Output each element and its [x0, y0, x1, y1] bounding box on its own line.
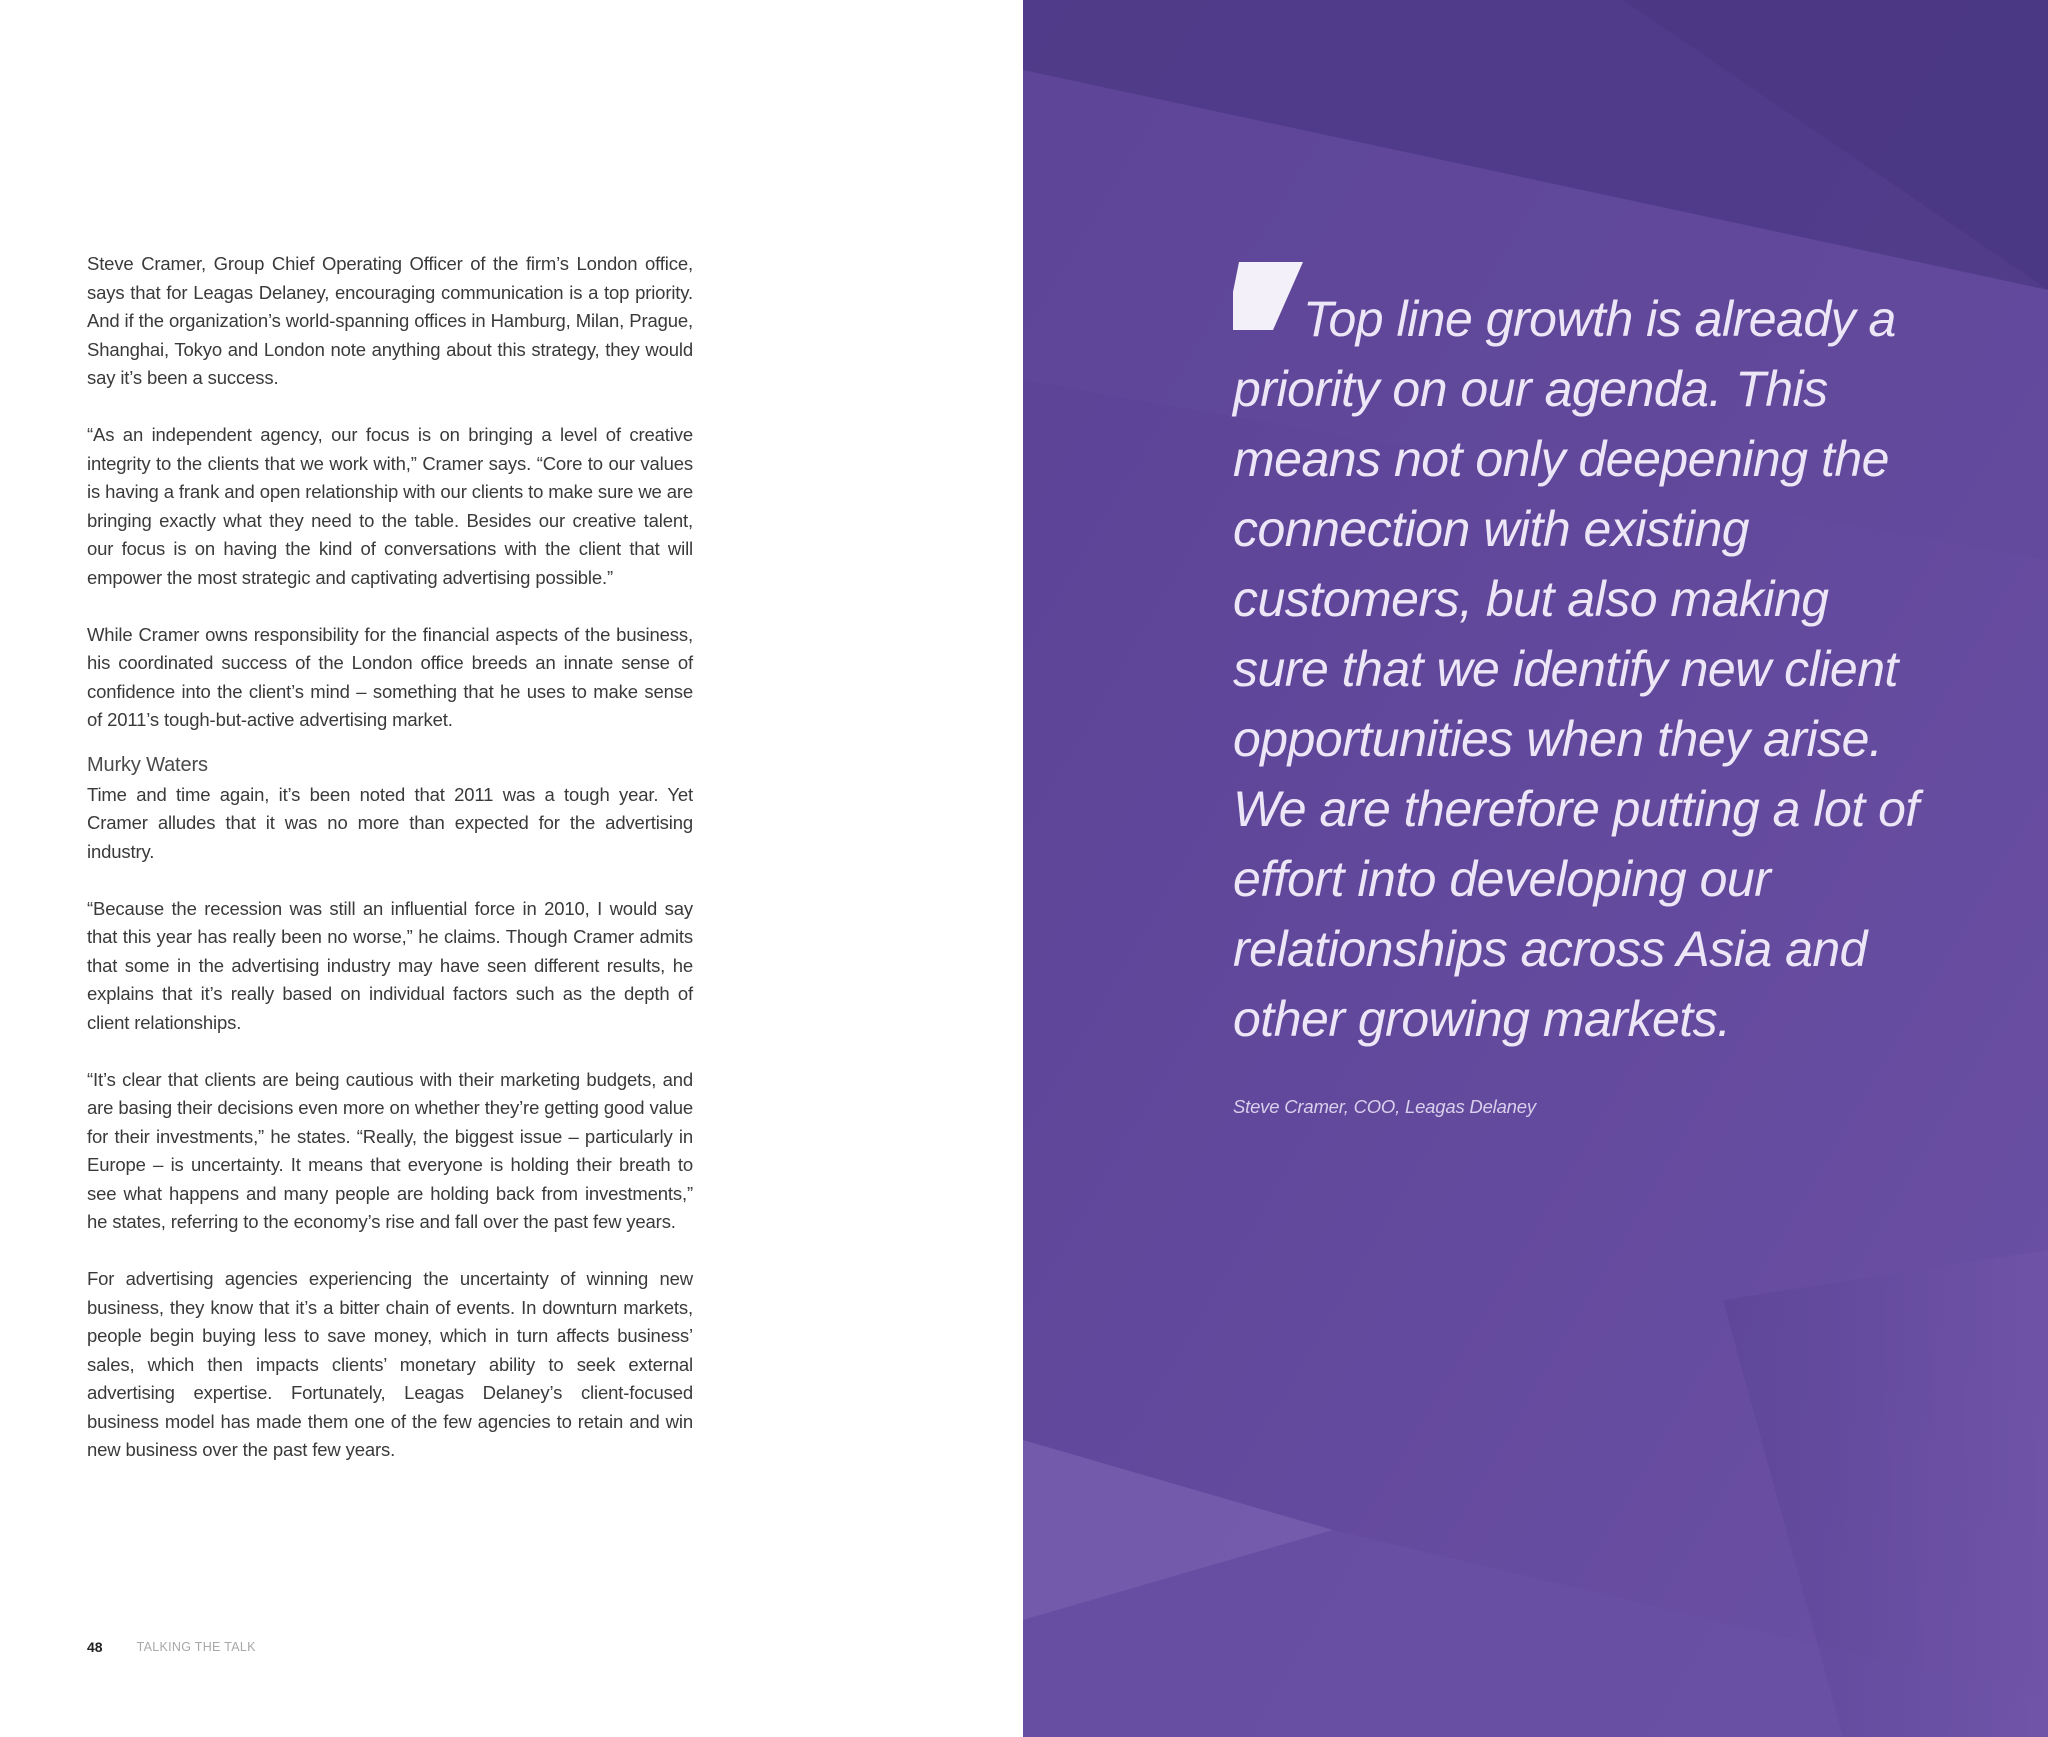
page-number: 48 — [87, 1639, 103, 1655]
article-subheading: Murky Waters — [87, 753, 208, 776]
article-paragraph: “As an independent agency, our focus is on bringing a level of creative integrity to the clients that we work with,” Cramer says. “Core to our values is having a frank and open relationship with our clients to make sure we are bringing exactly what they need to the table. Besides our creative talent, our focus is on having the kind of conversations with the client that will empower the most strategic and captivating advertising possible.” — [87, 424, 693, 588]
quote-panel — [1023, 0, 2048, 1737]
pull-quote-text: Top line growth is already a priority on our agenda. This means not only deepening the connection with existing customers, but also making sure that we identify new client opportunities when they arise. We are therefore putting a lot of effort into developing our relationships across Asia and other growing markets. — [1233, 291, 1919, 1047]
page-footer — [87, 1637, 256, 1657]
quote-mark-icon — [1233, 262, 1303, 330]
article-paragraph: Time and time again, it’s been noted that 2011 was a tough year. Yet Cramer alludes that it was no more than expected for the advertising industry. — [87, 783, 693, 862]
article-paragraph: Steve Cramer, Group Chief Operating Officer of the firm’s London office, says that for Leagas Delaney, encouraging communication is a top priority. And if the organization’s world-spanning offices in Hamburg, Milan, Prague, Shanghai, Tokyo and London note anything about this strategy, they would say it’s been a success. — [87, 253, 693, 388]
article-paragraph: While Cramer owns responsibility for the financial aspects of the business, his coordinated success of the London office breeds an innate sense of confidence into the client’s mind – something that he uses to make sense of 2011’s tough-but-active advertising market. — [87, 623, 693, 730]
article-paragraph: “Because the recession was still an influential force in 2010, I would say that this year has really been no worse,” he claims. Though Cramer admits that some in the advertising industry may have seen different results, he explains that it’s really based on individual factors such as the depth of client relationships. — [87, 897, 693, 1033]
pull-quote-attribution: Steve Cramer, COO, Leagas Delaney — [1233, 1096, 1536, 1117]
article-paragraph: “It’s clear that clients are being cautious with their marketing budgets, and are basing their decisions even more on whether they’re getting good value for their investments,” he states. “Really, the biggest issue – particularly in Europe – is uncertainty. It means that everyone is holding their breath to see what happens and many people are holding back from investments,” he states, referring to the economy’s rise and fall over the past few years. — [87, 1068, 693, 1232]
article-body — [87, 250, 693, 1493]
pull-quote — [1233, 262, 1953, 1118]
running-section-title: TALKING THE TALK — [136, 1640, 256, 1654]
left-page — [0, 0, 1023, 1737]
article-paragraph: For advertising agencies experiencing the uncertainty of winning new business, they know that it’s a bitter chain of events. In downturn markets, people begin buying less to save money, which in turn affects business’ sales, which then impacts clients’ monetary ability to seek external advertising expertise. Fortunately, Leagas Delaney’s client-focused business model has made them one of the few agencies to retain and win new business over the past few years. — [87, 1268, 693, 1460]
